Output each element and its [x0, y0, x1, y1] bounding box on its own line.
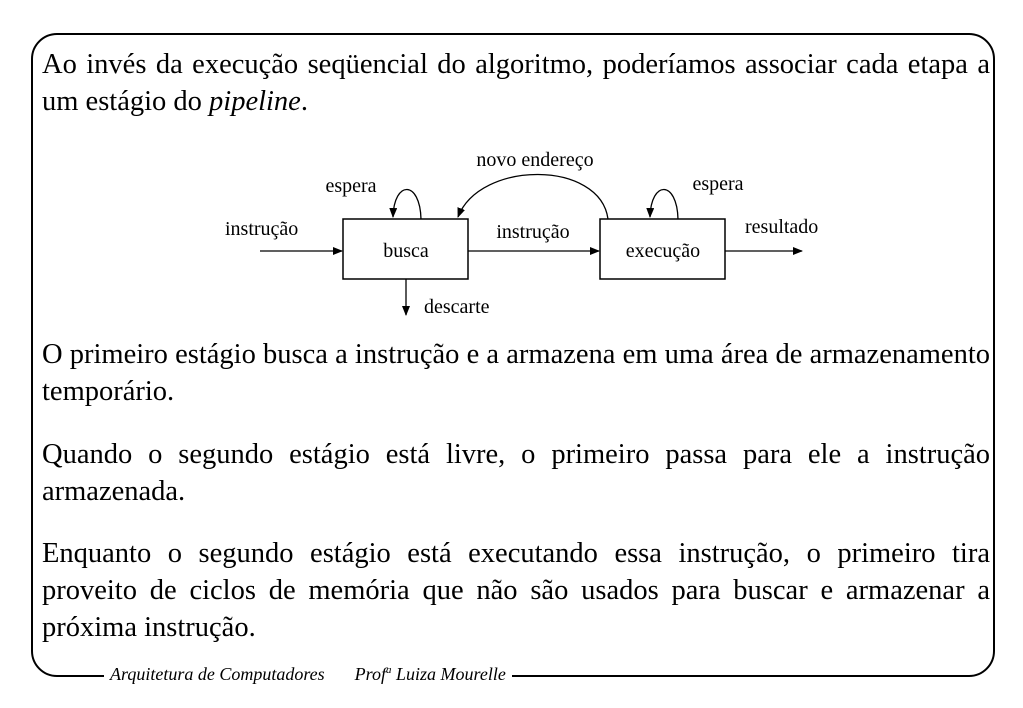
wait-loop-execucao: [650, 189, 678, 219]
paragraph-second-stage: Quando o segundo estágio está livre, o primeiro passa para ele a instrução armazenada.: [42, 439, 990, 507]
discard-label: descarte: [424, 296, 490, 318]
input-label: instrução: [225, 218, 299, 240]
footer-rule-left: [62, 676, 104, 677]
footer-text: [104, 664, 512, 685]
intro-text: Ao invés da execução seqüencial do algoritmo, poderíamos associar cada etapa a um estágio do: [42, 49, 990, 117]
wait-label-execucao: espera: [692, 173, 744, 195]
feedback-arc: [458, 174, 608, 219]
intro-emphasis: pipeline: [209, 86, 301, 117]
feedback-label: novo endereço: [476, 149, 594, 171]
footer-rule-right: [572, 676, 965, 677]
stage-execucao-label: execução: [625, 240, 701, 262]
footer-professor-prefix: Prof: [354, 664, 386, 684]
paragraph-first-stage: O primeiro estágio busca a instrução e a armazena em uma área de armazenamento temporário.: [42, 339, 990, 407]
output-label: resultado: [745, 216, 819, 238]
footer: [0, 664, 1023, 688]
footer-professor-sup: a: [386, 664, 392, 676]
link-label: instrução: [496, 221, 570, 243]
footer-course: Arquitetura de Computadores: [110, 664, 325, 684]
paragraph-overlap: Enquanto o segundo estágio está executando essa instrução, o primeiro tira proveito de ciclos de memória que não são usados para buscar e armazenar a próxima instrução.: [42, 538, 990, 643]
wait-loop-busca: [393, 189, 421, 219]
intro-end: .: [300, 86, 308, 117]
wait-label-busca: espera: [325, 175, 377, 197]
stage-busca-label: busca: [383, 240, 429, 262]
footer-professor-name: Luiza Mourelle: [391, 664, 506, 684]
